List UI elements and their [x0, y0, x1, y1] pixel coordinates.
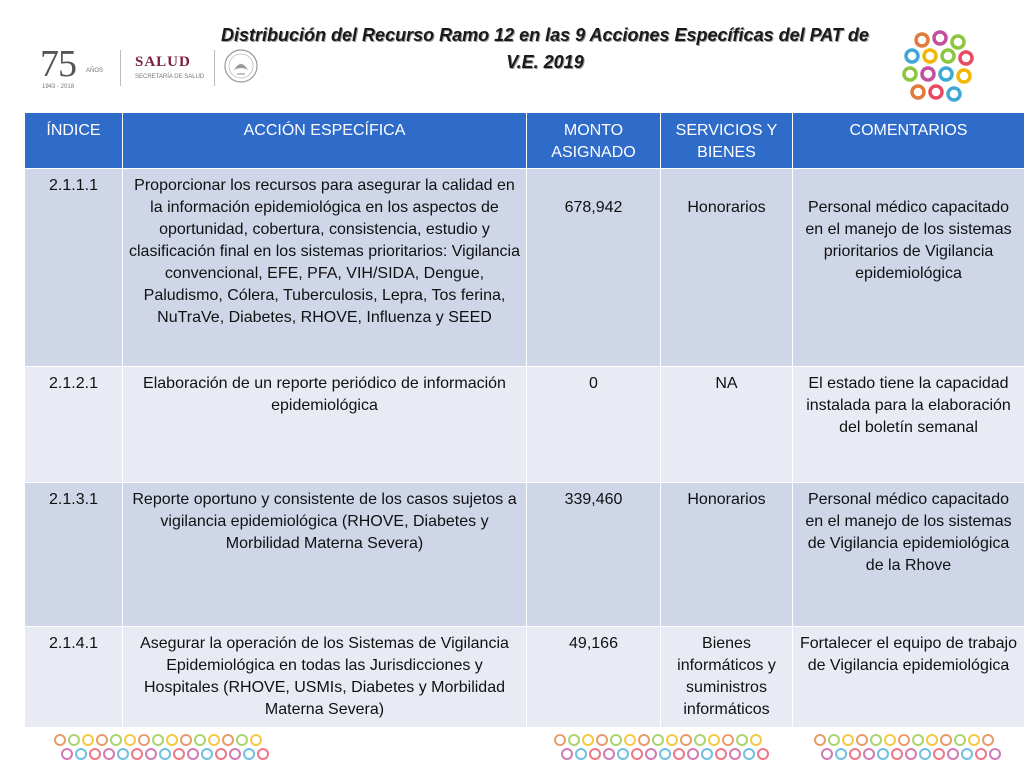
footer-dot — [843, 735, 853, 745]
cell-monto: 0 — [527, 367, 661, 483]
footer-dot — [230, 749, 240, 759]
table-row — [25, 483, 1024, 627]
footer-dot — [976, 749, 986, 759]
cell-comentarios: Personal médico capacitado en el manejo de los sistemas prioritarios de Vigilancia epidemiológica — [793, 169, 1024, 367]
footer-dot — [751, 735, 761, 745]
footer-dot — [871, 735, 881, 745]
footer-dot — [758, 749, 768, 759]
footer-dot — [730, 749, 740, 759]
footer-dot — [153, 735, 163, 745]
footer-dot — [618, 749, 628, 759]
cell-comentarios: Fortalecer el equipo de trabajo de Vigilancia epidemiológica — [793, 627, 1024, 728]
footer-dot — [209, 735, 219, 745]
footer-dot — [878, 749, 888, 759]
footer-dot — [857, 735, 867, 745]
footer-dot — [111, 735, 121, 745]
footer-dot — [181, 735, 191, 745]
footer-dot — [97, 735, 107, 745]
footer-dot — [90, 749, 100, 759]
footer-dot — [695, 735, 705, 745]
footer-dot — [864, 749, 874, 759]
footer-dot — [562, 749, 572, 759]
footer-dot — [927, 735, 937, 745]
cell-accion: Asegurar la operación de los Sistemas de Vigilancia Epidemiológica en todas las Jurisdicciones y Hospitales (RHOVE, USMIs, Diabetes y Morbilidad Materna Severa) — [123, 627, 527, 728]
logo-divider — [120, 50, 121, 86]
footer-dot — [723, 735, 733, 745]
footer-dot — [237, 735, 247, 745]
footer-dot — [188, 749, 198, 759]
footer-dot — [555, 735, 565, 745]
footer-dot — [125, 735, 135, 745]
logo-secretaria: SECRETARÍA DE SALUD — [135, 74, 205, 80]
footer-dot — [118, 749, 128, 759]
footer-dot — [244, 749, 254, 759]
actions-table — [24, 112, 1024, 728]
footer-dot — [653, 735, 663, 745]
footer-dot — [195, 735, 205, 745]
footer-dot — [160, 749, 170, 759]
cell-servicios: NA — [661, 367, 793, 483]
footer-dot — [948, 749, 958, 759]
footer-dot — [632, 749, 642, 759]
footer-dot — [83, 735, 93, 745]
footer-dot — [174, 749, 184, 759]
footer-dot — [660, 749, 670, 759]
cell-servicios: Honorarios — [661, 169, 793, 367]
footer-dot — [639, 735, 649, 745]
footer-dot — [76, 749, 86, 759]
footer-dot — [990, 749, 1000, 759]
footer-dot — [836, 749, 846, 759]
footer-dot — [969, 735, 979, 745]
footer-dot — [576, 749, 586, 759]
footer-dot — [709, 735, 719, 745]
footer-dot — [737, 735, 747, 745]
cell-indice: 2.1.4.1 — [25, 627, 123, 728]
footer-dot — [934, 749, 944, 759]
footer-dot — [55, 735, 65, 745]
footer-dot — [702, 749, 712, 759]
footer-dot — [223, 735, 233, 745]
cell-servicios: Bienes informáticos y suministros informáticos — [661, 627, 793, 728]
footer-dot — [850, 749, 860, 759]
footer-dot — [216, 749, 226, 759]
cell-comentarios: El estado tiene la capacidad instalada para la elaboración del boletín semanal — [793, 367, 1024, 483]
column-header-comentarios: COMENTARIOS — [793, 113, 1024, 169]
table-row — [25, 169, 1024, 367]
footer-dot — [146, 749, 156, 759]
footer-dot — [822, 749, 832, 759]
footer-dot — [983, 735, 993, 745]
footer-dot — [829, 735, 839, 745]
footer-dot — [625, 735, 635, 745]
cell-indice: 2.1.1.1 — [25, 169, 123, 367]
footer-dot — [899, 735, 909, 745]
footer-dot — [139, 735, 149, 745]
cell-indice: 2.1.3.1 — [25, 483, 123, 627]
footer-dot — [892, 749, 902, 759]
cell-servicios: Honorarios — [661, 483, 793, 627]
footer-dot — [681, 735, 691, 745]
column-header-monto: MONTO ASIGNADO — [527, 113, 661, 169]
footer-dot — [604, 749, 614, 759]
logo-anos: AÑOS — [86, 68, 104, 74]
page-title: Distribución del Recurso Ramo 12 en las 9 Acciones Específicas del PAT de V.E. 2019 — [221, 25, 869, 72]
footer-dot — [920, 749, 930, 759]
footer-dot — [885, 735, 895, 745]
footer-dot — [646, 749, 656, 759]
cell-monto: 339,460 — [527, 483, 661, 627]
footer-dot — [674, 749, 684, 759]
footer-dot — [913, 735, 923, 745]
logo-salud: SALUD — [135, 54, 191, 70]
footer-dot — [69, 735, 79, 745]
footer-dot — [962, 749, 972, 759]
footer-dot — [906, 749, 916, 759]
footer-dot — [583, 735, 593, 745]
logo-years: 1943 - 2018 — [42, 84, 75, 90]
footer-dot — [688, 749, 698, 759]
footer-dot — [569, 735, 579, 745]
footer-dot — [815, 735, 825, 745]
cell-accion: Reporte oportuno y consistente de los casos sujetos a vigilancia epidemiológica (RHOVE, Diabetes y Morbilidad Materna Severa) — [123, 483, 527, 627]
cell-monto: 678,942 — [527, 169, 661, 367]
footer-dot — [132, 749, 142, 759]
logo-divider-2 — [214, 50, 215, 86]
cell-accion: Proporcionar los recursos para asegurar la calidad en la información epidemiológica en los aspectos de oportunidad, cobertura, consistencia, estudio y clasificación final en los sistemas prioritarios: Vigilancia convencional, EFE, PFA, VIH/SIDA, Dengue, Paludismo, Cólera, Tuberculosis, Lepra, Tos ferina, NuTraVe, Diabetes, RHOVE, Influenza y SEED — [123, 169, 527, 367]
cell-indice: 2.1.2.1 — [25, 367, 123, 483]
salud-logo — [40, 42, 230, 92]
footer-dot — [590, 749, 600, 759]
cell-monto: 49,166 — [527, 627, 661, 728]
logo-75: 75 — [40, 43, 76, 85]
column-header-indice: ÍNDICE — [25, 113, 123, 169]
colorful-rings-icon — [900, 30, 980, 106]
footer-dot — [62, 749, 72, 759]
footer-dot — [716, 749, 726, 759]
slide-header — [0, 0, 1024, 108]
column-header-servicios: SERVICIOS Y BIENES — [661, 113, 793, 169]
footer-dot — [258, 749, 268, 759]
footer-dot — [744, 749, 754, 759]
table-row — [25, 627, 1024, 728]
footer-dot — [597, 735, 607, 745]
footer-dot — [955, 735, 965, 745]
column-header-accion: ACCIÓN ESPECÍFICA — [123, 113, 527, 169]
footer-dot — [202, 749, 212, 759]
footer-dot — [167, 735, 177, 745]
decorative-dots-footer — [0, 728, 1024, 768]
cell-accion: Elaboración de un reporte periódico de información epidemiológica — [123, 367, 527, 483]
footer-dot — [941, 735, 951, 745]
table-header-row — [25, 113, 1024, 169]
footer-dot — [104, 749, 114, 759]
table-row — [25, 367, 1024, 483]
footer-dot — [251, 735, 261, 745]
cell-comentarios: Personal médico capacitado en el manejo de los sistemas de Vigilancia epidemiológica de la Rhove — [793, 483, 1024, 627]
footer-dot — [667, 735, 677, 745]
footer-dot — [611, 735, 621, 745]
